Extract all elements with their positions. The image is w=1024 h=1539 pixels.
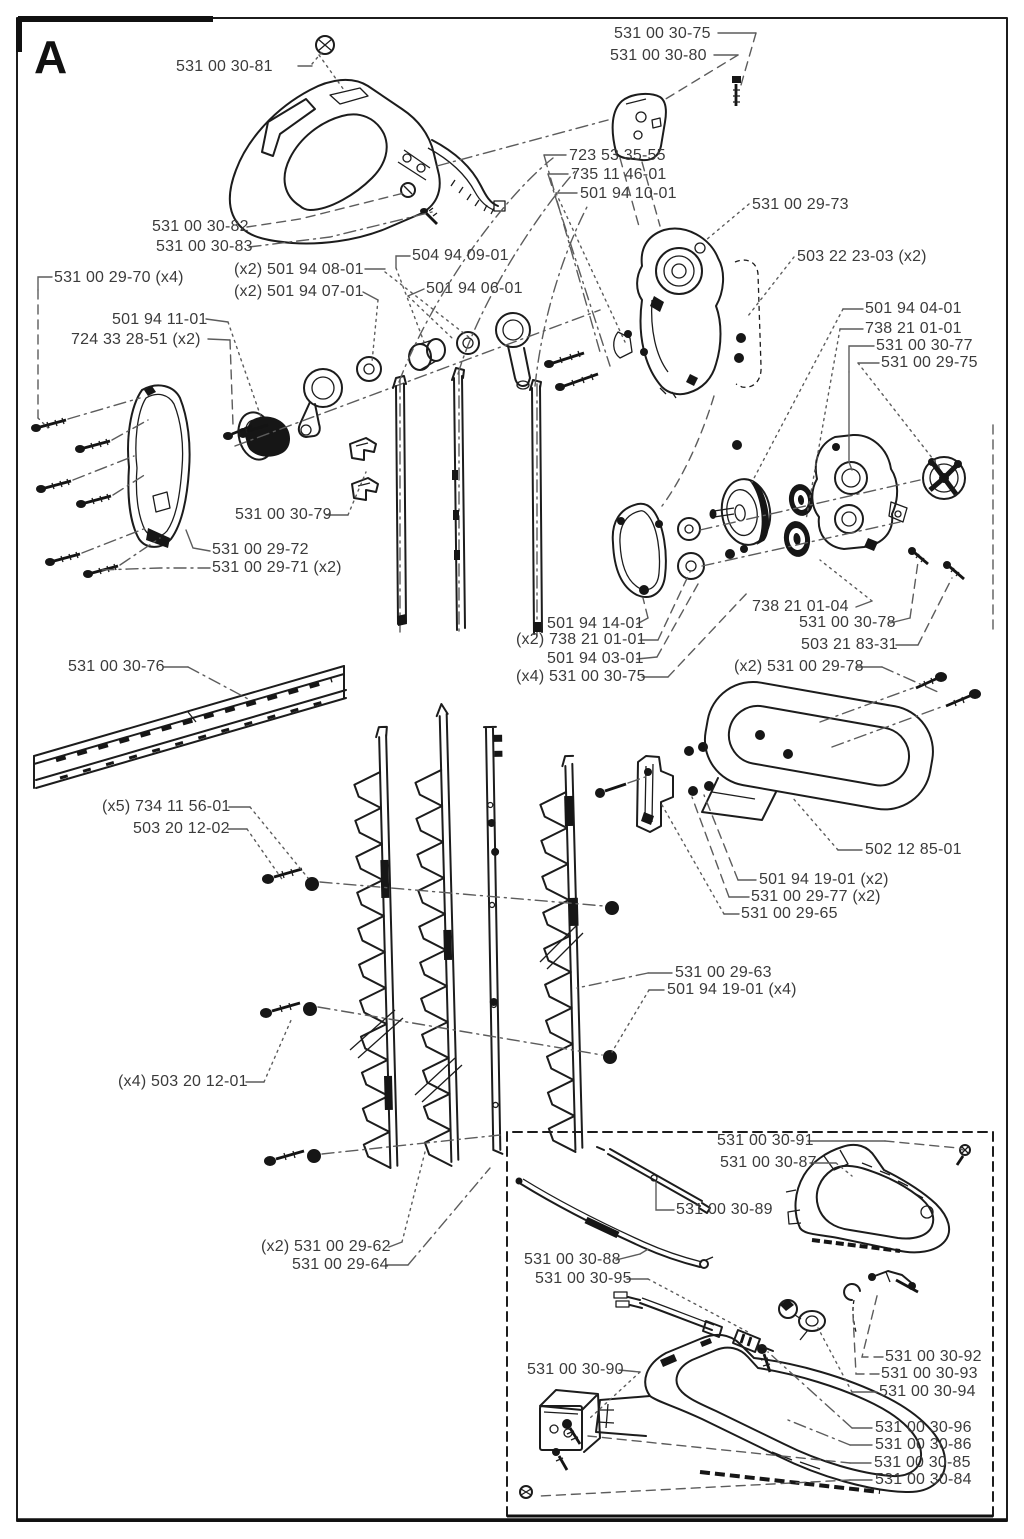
- part-label: 501 94 03-01: [547, 650, 644, 667]
- part-label: 531 00 30-85: [874, 1454, 971, 1471]
- part-label: 501 94 06-01: [426, 280, 523, 297]
- part-label: 501 94 19-01 (x2): [759, 871, 889, 888]
- part-label: 503 21 83-31: [801, 636, 898, 653]
- side-cover-drawing: [128, 385, 190, 548]
- part-label: (x2) 501 94 08-01: [234, 261, 364, 278]
- part-label: 501 94 11-01: [112, 311, 208, 328]
- part-label: 738 21 01-01: [865, 320, 962, 337]
- part-label: 531 00 30-87: [720, 1154, 817, 1171]
- part-label: 531 00 30-77: [876, 337, 973, 354]
- part-label: 531 00 30-82: [152, 218, 249, 235]
- part-label: 501 94 19-01 (x4): [667, 981, 797, 998]
- gear-assembly-drawing: [678, 435, 965, 579]
- pivot-screws-drawing: [544, 330, 648, 391]
- part-label: 531 00 29-77 (x2): [751, 888, 881, 905]
- part-label: 503 20 12-02: [133, 820, 230, 837]
- part-label: 531 00 30-75: [614, 25, 711, 42]
- part-label: 501 94 14-01: [547, 615, 644, 632]
- drive-link-parts-drawing: [233, 310, 600, 464]
- figure-label: A: [34, 31, 69, 83]
- part-label: 503 22 23-03 (x2): [797, 248, 927, 265]
- cutter-blades-drawing: [260, 704, 619, 1169]
- blade-clamps-drawing: [350, 438, 378, 500]
- part-label: 531 00 30-95: [535, 1270, 632, 1287]
- part-label: 531 00 30-92: [885, 1348, 982, 1365]
- part-label: (x2) 738 21 01-01: [516, 631, 646, 648]
- part-label: 531 00 29-72: [212, 541, 309, 558]
- blade-backing-bar: [484, 727, 509, 1154]
- switch-cable-drawing: [614, 1292, 773, 1352]
- gearbox-housing-drawing: [637, 229, 723, 398]
- part-label: 531 00 30-81: [176, 58, 273, 75]
- part-label: 738 21 01-04: [752, 598, 849, 615]
- part-label: 531 00 30-79: [235, 506, 332, 523]
- part-label: 531 00 30-89: [676, 1201, 773, 1218]
- part-label: 531 00 30-93: [881, 1365, 978, 1382]
- gear-cover-plate-drawing: [613, 504, 666, 597]
- part-label: 531 00 29-71 (x2): [212, 559, 342, 576]
- guard-rail-drawing: [34, 666, 346, 788]
- part-label: 735 11 46-01: [571, 166, 667, 183]
- rear-handle-drawing: [698, 672, 981, 820]
- part-label: 504 94 09-01: [412, 247, 509, 264]
- part-label: 531 00 29-64: [292, 1256, 389, 1273]
- blade-bracket-drawing: [595, 742, 714, 832]
- part-label: 531 00 29-73: [752, 196, 849, 213]
- part-label: 531 00 29-70 (x4): [54, 269, 184, 286]
- part-label: 531 00 30-76: [68, 658, 165, 675]
- gasket-plate-drawing: [734, 260, 761, 387]
- part-label: 724 33 28-51 (x2): [71, 331, 201, 348]
- part-label: (x5) 734 11 56-01: [102, 798, 231, 815]
- part-label: (x2) 531 00 29-78: [734, 658, 864, 675]
- part-label: 531 00 29-63: [675, 964, 772, 981]
- part-label: (x4) 503 20 12-01: [118, 1073, 248, 1090]
- part-label: 531 00 30-86: [875, 1436, 972, 1453]
- part-label: 531 00 30-96: [875, 1419, 972, 1436]
- part-label: 723 53 35-55: [569, 147, 666, 164]
- front-handle-drawing: [230, 36, 608, 243]
- part-label: 501 94 04-01: [865, 300, 962, 317]
- part-label: 531 00 30-80: [610, 47, 707, 64]
- part-label: (x2) 531 00 29-62: [261, 1238, 391, 1255]
- part-label: (x4) 531 00 30-75: [516, 668, 646, 685]
- part-label: 531 00 30-90: [527, 1361, 624, 1378]
- part-label: 531 00 30-91: [717, 1132, 814, 1149]
- part-label: 531 00 29-65: [741, 905, 838, 922]
- part-label: 531 00 30-78: [799, 614, 896, 631]
- part-label: 531 00 30-84: [875, 1471, 972, 1488]
- part-label: 501 94 10-01: [580, 185, 677, 202]
- part-label: (x2) 501 94 07-01: [234, 283, 364, 300]
- part-label: 531 00 30-88: [524, 1251, 621, 1268]
- part-label: 531 00 29-75: [881, 354, 978, 371]
- part-label: 531 00 30-94: [879, 1383, 976, 1400]
- part-label: 502 12 85-01: [865, 841, 962, 858]
- part-label: 531 00 30-83: [156, 238, 253, 255]
